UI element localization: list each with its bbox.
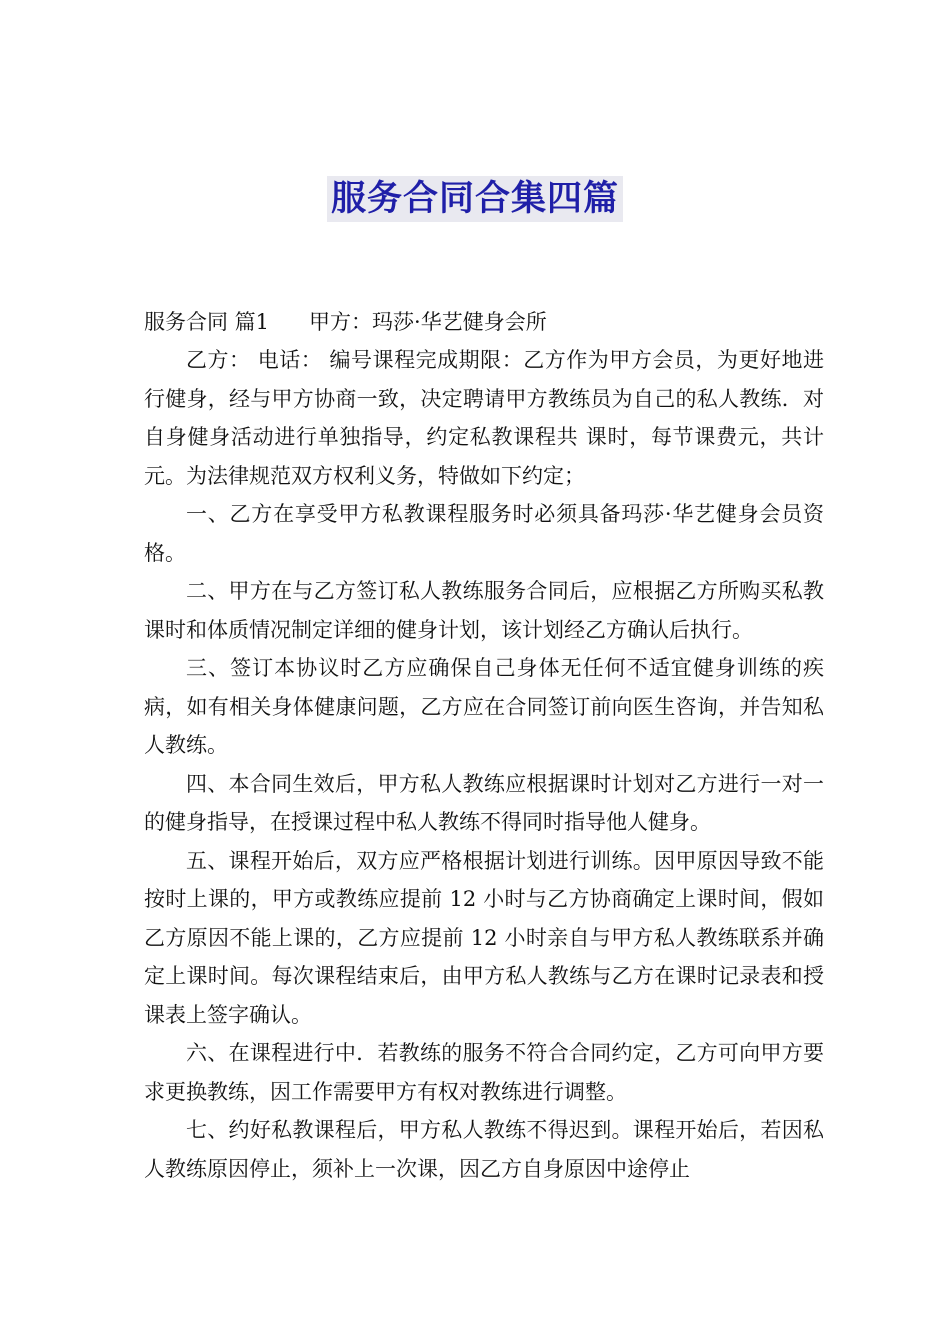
document-title: 服务合同合集四篇: [327, 176, 623, 222]
title-container: [0, 176, 950, 222]
paragraph-clause-7: 七、约好私教课程后，甲方私人教练不得迟到。课程开始后，若因私人教练原因停止，须补上一次课，因乙方自身原因中途停止: [144, 1118, 824, 1181]
paragraph-intro: 乙方： 电话： 编号课程完成期限：乙方作为甲方会员，为更好地进行健身，经与甲方协商一致，决定聘请甲方教练员为自己的私人教练．对自身健身活动进行单独指导，约定私教课程共 课时，每节课费元，共计元。为法律规范双方权利义务，特做如下约定；: [144, 348, 824, 488]
section-heading: [144, 303, 824, 341]
party-a-line: 甲方：玛莎·华艺健身会所: [309, 310, 547, 334]
section-label: 服务合同 篇1: [144, 310, 270, 334]
paragraph-clause-5: 五、课程开始后，双方应严格根据计划进行训练。因甲原因导致不能按时上课的，甲方或教练应提前 12 小时与乙方协商确定上课时间，假如乙方原因不能上课的，乙方应提前 12 小时亲自与甲方私人教练联系并确定上课时间。每次课程结束后，由甲方私人教练与乙方在课时记录表和授课表上签字确认。: [144, 848, 824, 1027]
paragraph-clause-3: 三、签订本协议时乙方应确保自己身体无任何不适宜健身训练的疾病，如有相关身体健康问题，乙方应在合同签订前向医生咨询，并告知私人教练。: [144, 656, 824, 757]
document-body: [144, 303, 824, 1188]
paragraph-clause-4: 四、本合同生效后，甲方私人教练应根据课时计划对乙方进行一对一的健身指导，在授课过程中私人教练不得同时指导他人健身。: [144, 771, 824, 834]
paragraph-clause-2: 二、甲方在与乙方签订私人教练服务合同后，应根据乙方所购买私教课时和体质情况制定详细的健身计划，该计划经乙方确认后执行。: [144, 579, 824, 642]
paragraph-clause-1: 一、乙方在享受甲方私教课程服务时必须具备玛莎·华艺健身会员资格。: [144, 502, 824, 565]
paragraph-clause-6: 六、在课程进行中．若教练的服务不符合合同约定，乙方可向甲方要求更换教练，因工作需要甲方有权对教练进行调整。: [144, 1041, 824, 1104]
